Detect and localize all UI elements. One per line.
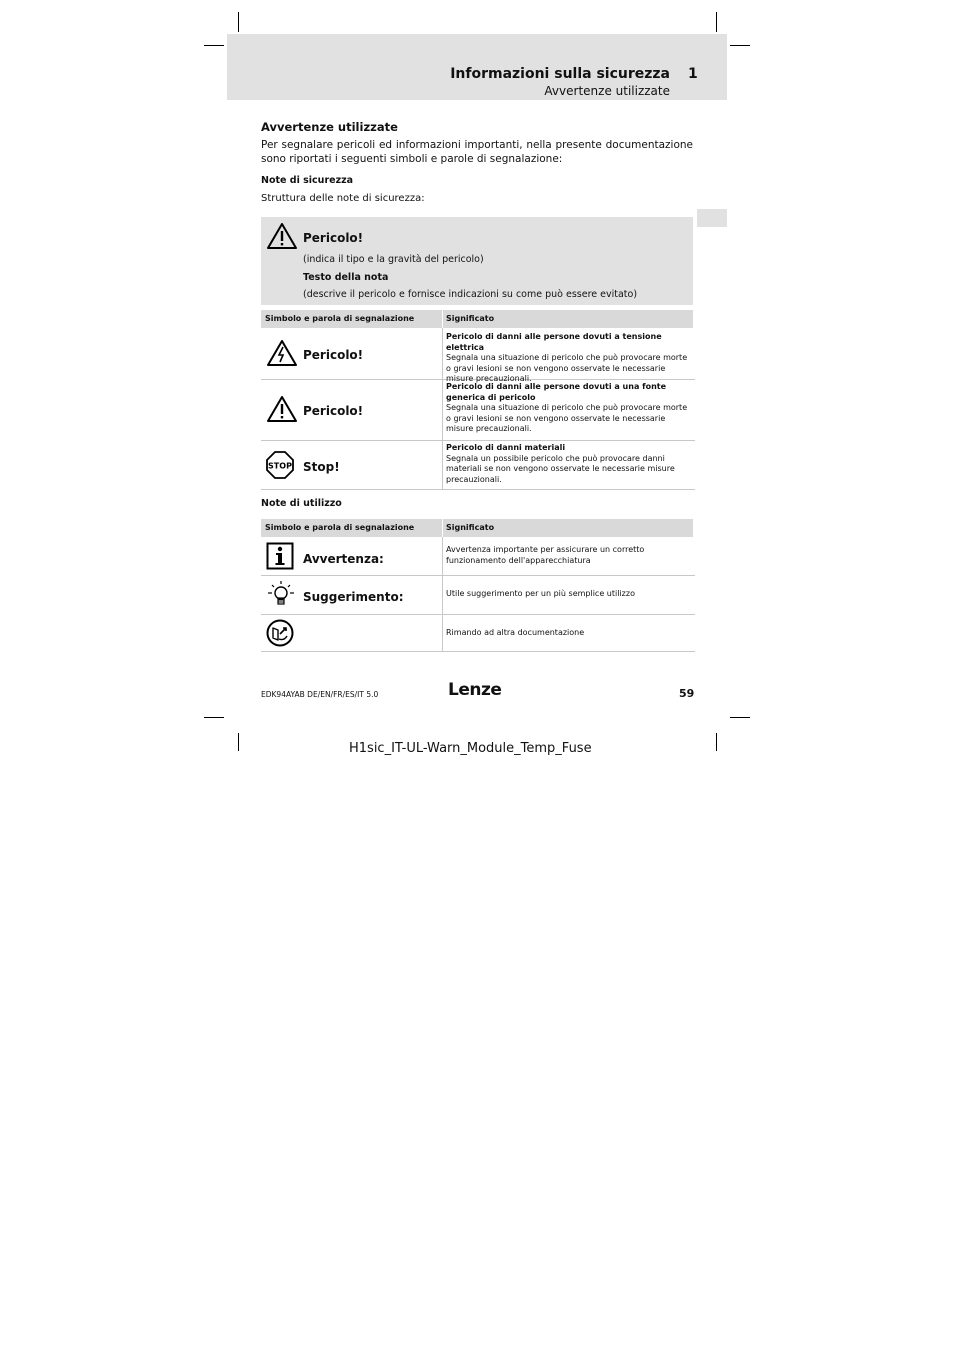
usage-notes-heading: Note di utilizzo [261,498,342,509]
table-row [261,576,695,615]
safety-signals-table [261,310,695,490]
example-warning-title: Pericolo! [303,231,364,245]
reference-icon [266,619,294,651]
crop-mark [730,717,750,718]
crop-mark [204,717,224,718]
lenze-logo: Lenze [448,680,502,700]
crop-mark [238,12,239,32]
crop-mark [716,733,717,751]
crop-mark [716,12,717,32]
table-header [261,310,693,328]
crop-mark [730,45,750,46]
lightbulb-icon [266,580,296,614]
info-icon [266,542,294,574]
example-warning-line: (indica il tipo e la gravità del pericolo) [303,254,484,265]
signal-label: Avvertenza: [303,552,384,566]
meaning-title: Pericolo di danni alle persone dovuti a una fonte generica di pericolo [446,382,667,402]
signal-meaning [446,443,691,485]
signal-label: Pericolo! [303,404,364,418]
meaning-text: Segnala una situazione di pericolo che può provocare morte o gravi lesioni se non vengono osservate le necessarie misure precauzionali. [446,403,688,433]
document-code: EDK94AYAB DE/EN/FR/ES/IT 5.0 [261,690,379,699]
meaning-text: Rimando ad altra documentazione [446,628,585,637]
example-warning-line: (descrive il pericolo e fornisce indicazioni su come può essere evitato) [303,289,638,300]
general-hazard-icon [266,395,298,427]
table-row [261,537,695,576]
signal-meaning [446,382,691,435]
meaning-title: Pericolo di danni materiali [446,443,566,452]
table-row [261,615,695,652]
chapter-tab [697,209,727,227]
crop-mark [204,45,224,46]
safety-notes-heading: Note di sicurezza [261,175,354,186]
usage-signals-table [261,519,695,651]
example-warning-box [261,217,693,305]
example-warning-note-title: Testo della nota [303,272,389,283]
table-row [261,328,695,383]
stop-sign-text: STOP [268,461,292,471]
document-identifier: H1sic_IT-UL-Warn_Module_Temp_Fuse [349,741,592,756]
chapter-number: 1 [688,66,698,82]
stop-sign-icon [266,451,294,483]
meaning-text: Avvertenza importante per assicurare un corretto funzionamento dell'apparecchiatura [446,545,645,565]
column-header: Simbolo e parola di segnalazione [265,523,415,532]
page-title: Informazioni sulla sicurezza [450,66,670,82]
section-intro: Per segnalare pericoli ed informazioni importanti, nella presente documentazione sono riportati i seguenti simboli e parole di segnalazione: [261,139,693,165]
meaning-title: Pericolo di danni alle persone dovuti a tensione elettrica [446,332,662,352]
column-header: Significato [446,523,495,532]
meaning-text: Segnala una situazione di pericolo che può provocare morte o gravi lesioni se non vengono osservate le necessarie misure precauzionali. [446,353,688,383]
meaning-text: Segnala un possibile pericolo che può provocare danni materiali se non vengono osservate le necessarie misure precauzionali. [446,453,675,484]
meaning-text: Utile suggerimento per un più semplice utilizzo [446,589,635,598]
section-title: Avvertenze utilizzate [261,120,398,134]
signal-label: Suggerimento: [303,590,404,604]
page-number: 59 [679,687,695,700]
column-header: Significato [446,314,495,323]
structure-label: Struttura delle note di sicurezza: [261,193,425,204]
warning-triangle-icon [266,222,298,254]
column-header: Simbolo e parola di segnalazione [265,314,415,323]
table-row [261,380,695,441]
table-row [261,441,695,490]
signal-label: Pericolo! [303,348,364,362]
table-header [261,519,693,537]
page-subtitle: Avvertenze utilizzate [544,84,670,98]
signal-label: Stop! [303,460,340,474]
signal-meaning [446,332,691,385]
electric-hazard-icon [266,339,298,371]
crop-mark [238,733,239,751]
